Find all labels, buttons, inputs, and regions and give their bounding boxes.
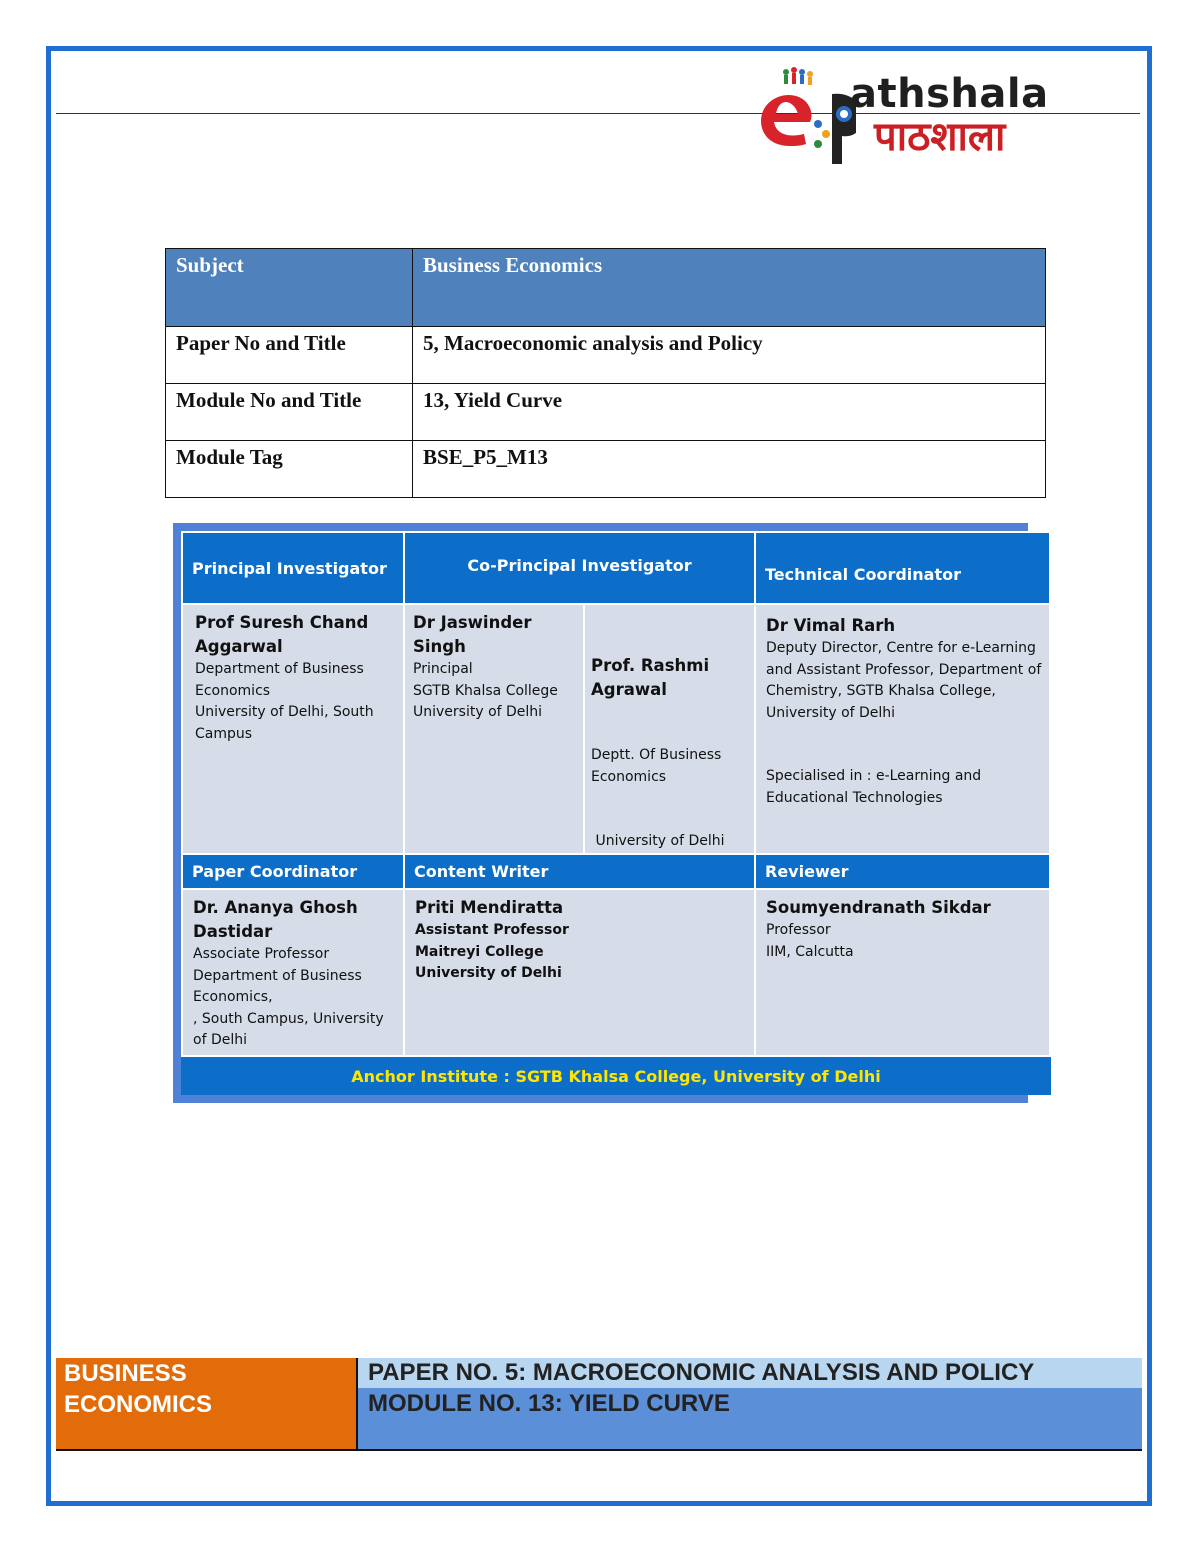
subject-value: Business Economics [413, 249, 1046, 327]
content-writer-line: University of Delhi [415, 965, 562, 981]
content-writer-line: Maitreyi College [415, 943, 544, 960]
subject-table [165, 248, 1046, 498]
footer-module: MODULE NO. 13: YIELD CURVE [358, 1388, 1142, 1450]
table-row [166, 441, 1046, 498]
logo-english-text: athshala [850, 71, 1049, 117]
reviewer-name: Soumyendranath Sikdar [766, 898, 991, 917]
paper-label: Paper No and Title [166, 327, 413, 384]
principal-investigator-dept: Department of Business Economics [195, 661, 364, 699]
technical-coordinator-line: and Assistant Professor, Department of Chemistry, SGTB Khalsa College, University of Delhi [766, 661, 1042, 721]
principal-investigator-name: Prof Suresh Chand Aggarwal [195, 613, 369, 656]
logo-mark-icon [752, 64, 856, 168]
footer-rule [56, 1449, 1142, 1451]
principal-investigator-cell [183, 605, 403, 853]
principal-investigator-heading: Principal Investigator [183, 533, 403, 603]
co-pi-2-line: University of Delhi [591, 833, 725, 849]
reviewer-line: IIM, Calcutta [766, 943, 854, 960]
footer-subject [56, 1358, 356, 1450]
paper-coordinator-line: Department of Business Economics, [193, 967, 362, 1005]
co-pi-1-name: Dr Jaswinder Singh [413, 613, 532, 656]
co-pi-2-cell [585, 605, 754, 853]
anchor-institute: Anchor Institute : SGTB Khalsa College, University of Delhi [181, 1057, 1051, 1095]
technical-coordinator-name: Dr Vimal Rarh [766, 616, 896, 635]
logo-hindi-text: पाठशाला [874, 114, 1006, 160]
table-row [166, 327, 1046, 384]
module-label: Module No and Title [166, 384, 413, 441]
reviewer-heading: Reviewer [756, 855, 1049, 888]
module-value: 13, Yield Curve [413, 384, 1046, 441]
reviewer-cell [756, 890, 1049, 1055]
technical-coordinator-line: Deputy Director, Centre for e-Learning [766, 640, 1036, 656]
co-pi-2-name: Prof. Rashmi Agrawal [591, 656, 715, 699]
subject-label: Subject [166, 249, 413, 327]
table-row [166, 249, 1046, 327]
paper-coordinator-name: Dr. Ananya Ghosh Dastidar [193, 898, 358, 941]
content-writer-cell [405, 890, 754, 1055]
co-pi-1-line: SGTB Khalsa College [413, 682, 558, 699]
paper-coordinator-heading: Paper Coordinator [183, 855, 403, 888]
co-principal-investigator-heading: Co-Principal Investigator [405, 533, 754, 603]
paper-coordinator-line: , South Campus, University of Delhi [193, 1010, 384, 1048]
epathshala-logo [752, 64, 1112, 168]
content-writer-heading: Content Writer [405, 855, 754, 888]
technical-coordinator-heading: Technical Coordinator [756, 533, 1049, 603]
paper-coordinator-line: Associate Professor [193, 946, 330, 962]
footer-subject-line2: ECONOMICS [64, 1391, 213, 1418]
content-writer-name: Priti Mendiratta [415, 898, 564, 917]
table-row [166, 384, 1046, 441]
module-tag-value: BSE_P5_M13 [413, 441, 1046, 498]
co-pi-1-line: University of Delhi [413, 704, 543, 720]
paper-coordinator-cell [183, 890, 403, 1055]
co-pi-2-line: Deptt. Of Business Economics [591, 747, 726, 785]
co-pi-1-line: Principal [413, 661, 473, 677]
technical-coordinator-cell [756, 605, 1049, 853]
module-tag-label: Module Tag [166, 441, 413, 498]
footer-subject-line1: BUSINESS [64, 1360, 187, 1387]
footer-paper: PAPER NO. 5: MACROECONOMIC ANALYSIS AND POLICY [358, 1358, 1142, 1388]
technical-coordinator-specialisation: Specialised in : e-Learning and Educational Technologies [766, 768, 982, 806]
content-writer-line: Assistant Professor [415, 922, 569, 938]
credits-card [181, 531, 1051, 1095]
reviewer-line: Professor [766, 922, 831, 938]
principal-investigator-univ: University of Delhi, South Campus [195, 704, 374, 742]
co-pi-1-cell [405, 605, 583, 853]
paper-value: 5, Macroeconomic analysis and Policy [413, 327, 1046, 384]
